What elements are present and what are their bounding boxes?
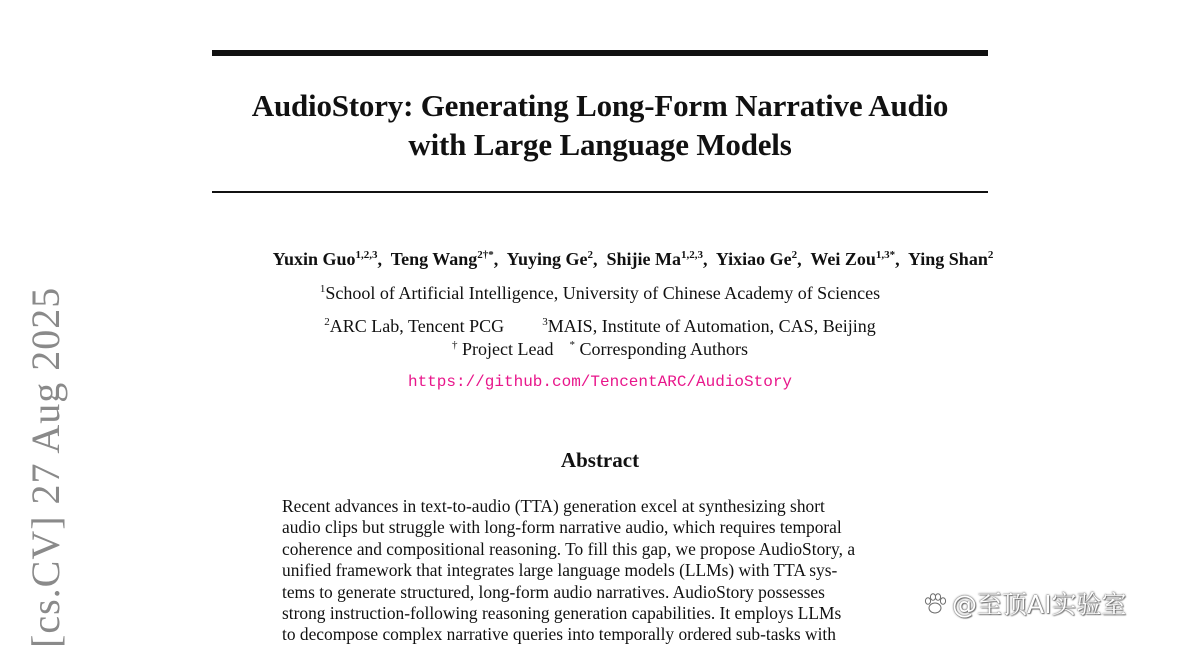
affiliation-text: ARC Lab, Tencent PCG [329,316,505,336]
abstract-heading: Abstract [560,448,640,472]
note-mark: † [452,339,458,351]
paper-title [212,86,988,164]
affiliation-line-2 [150,314,1050,338]
abstract-line: tems to generate structured, long-form audio narratives. AudioStory possesses [282,581,825,602]
author-name: Yuying Ge [506,249,588,269]
abstract-line: audio clips but struggle with long-form narrative audio, which requires temporal [282,517,842,538]
github-link[interactable]: https://github.com/TencentARC/AudioStory [407,373,793,391]
arxiv-side-stamp: [cs.CV] 27 Aug 2025 [23,286,68,648]
abstract-line: unified framework that integrates large language models (LLMs) with TTA sys- [282,560,838,581]
author-name: Shijie Ma [606,249,681,269]
affiliation-text: School of Artificial Intelligence, University of Chinese Academy of Sciences [325,283,881,303]
author-list: Yuxin Guo$^{1,2,3}$, Teng Wang$^{2\dagger*}$, Yuying Ge$^2$, Shijie Ma$^{1,2,3}$, Yixiao Ge$^2$, Wei Zou$^{1,3*}$, Ying Shan$^2$ [272,249,994,269]
author [273,249,378,269]
author-marks: 2†* [477,249,494,261]
author [391,249,494,269]
affiliation-text: MAIS, Institute of Automation, CAS, Beijing [547,316,876,336]
abstract-line: Recent advances in text-to-audio (TTA) generation excel at synthesizing short [282,496,825,516]
author-name: Wei Zou [810,249,876,269]
note-text: Project Lead [457,339,554,359]
affiliation-line-1 [150,281,1050,305]
paw-icon [922,591,948,617]
watermark [922,588,1126,622]
title-rule-top [212,50,988,56]
affiliation-mark: 1 [319,283,326,295]
author-marks: 2 [987,249,994,261]
abstract-body [282,496,922,646]
affiliation-mark: 2 [324,316,330,328]
author [716,249,797,269]
affiliation-mark: 3 [542,316,548,328]
paper-title-line-2: with Large Language Models [408,127,792,162]
author-marks: 1,3* [875,249,896,261]
author [810,249,895,269]
abstract-line: to decompose complex narrative queries into temporally ordered sub-tasks with [282,624,836,645]
author-marks: 1,2,3 [680,249,703,261]
note-mark: * [569,339,575,351]
author-marks: 2 [587,249,593,261]
note-text: Corresponding Authors [574,339,748,359]
abstract-line: coherence and compositional reasoning. To fill this gap, we propose AudioStory, a [282,538,856,559]
author-marks: 2 [791,249,798,261]
abstract-line: strong instruction-following reasoning generation capabilities. It employs LLMs [282,603,842,624]
watermark-text: @至顶AI实验室 [952,590,1127,619]
paper-title-line-1: AudioStory: Generating Long-Form Narrative Audio [251,88,949,123]
author-notes [150,337,1050,361]
author [507,249,593,269]
author [606,249,703,269]
author [908,249,993,269]
author-name: Yixiao Ge [715,249,792,269]
author-name: Ying Shan [907,249,988,269]
author-marks: 1,2,3 [355,249,378,261]
author-name: Teng Wang [390,249,478,269]
author-name: Yuxin Guo [272,249,356,269]
title-rule-bottom [212,191,988,193]
